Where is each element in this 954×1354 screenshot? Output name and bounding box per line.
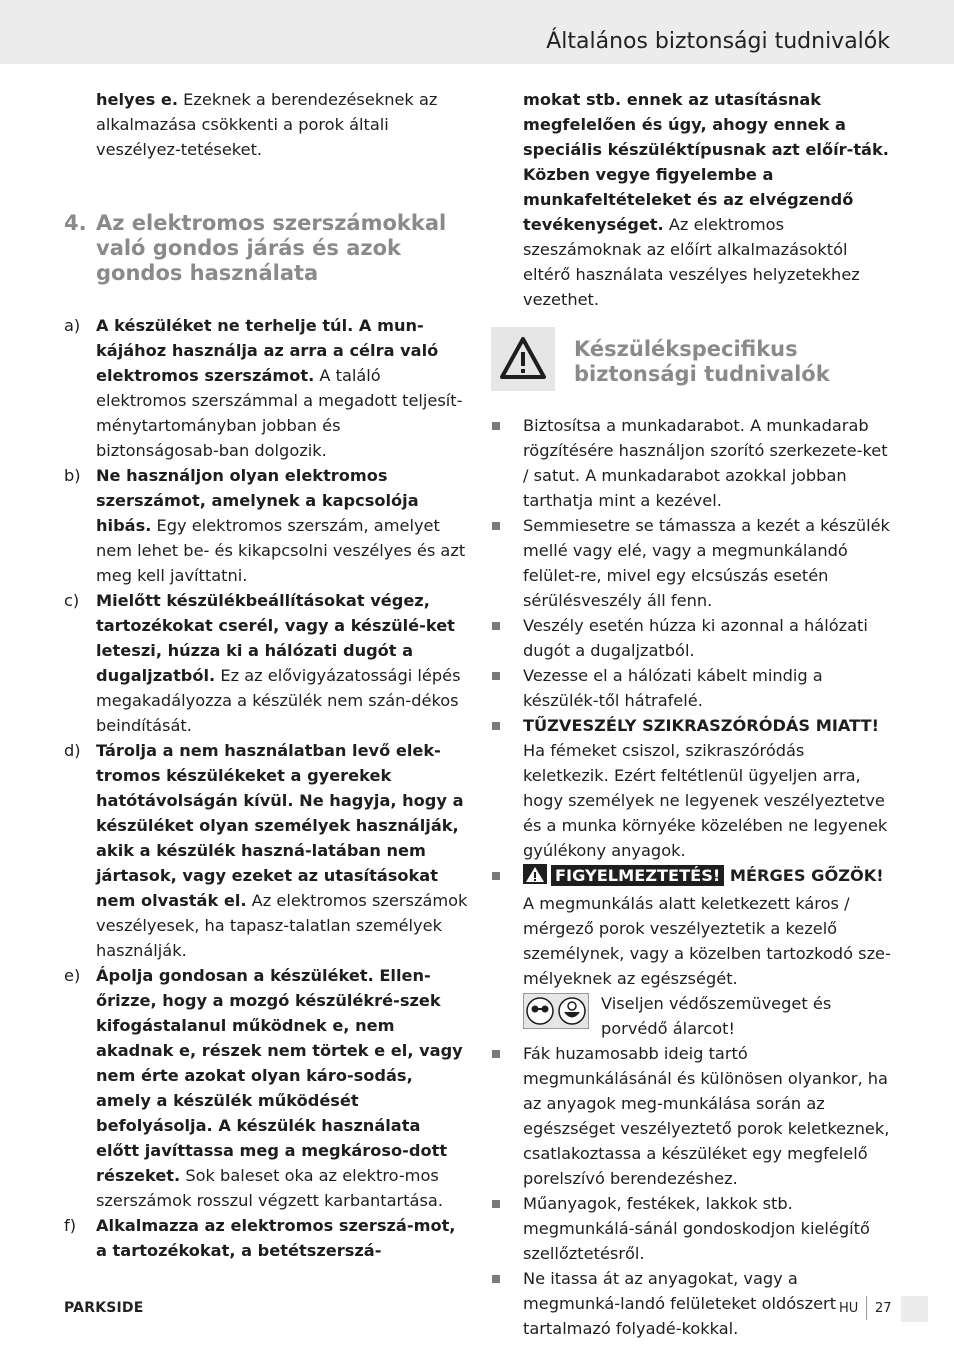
bullet-text: Semmiesetre se támassza a kezét a készülék mellé vagy elé, vagy a megmunkálandó felület-re, mivel egy elcsúszás esetén sérülésveszély áll fenn. xyxy=(523,516,890,610)
item-bold: Ne használjon olyan elektromos szerszámot, amelynek a kapcsolója hibás. xyxy=(96,466,419,535)
list-item xyxy=(523,613,893,663)
ppe-text: Viseljen védőszemüveget és porvédő álarcot! xyxy=(601,994,832,1038)
list-item xyxy=(64,963,468,1213)
warning-triangle-icon xyxy=(491,327,555,391)
item-text: Ez az elővigyázatossági lépés megakadályozza a készülék nem szán-dékos beindítását. xyxy=(96,666,461,735)
bullet-icon xyxy=(492,872,500,880)
item-bold: Ápolja gondosan a készüléket. Ellen-őrizze, hogy a mozgó készülékré-szek kifogástalanul működnek e, nem akadnak e, részek nem törtek e el, vagy nem érte azokat olyan káro-sodás, amely a készülék működését befolyásolja. A készülék használata előtt javíttassa meg a megkároso-dott részeket. xyxy=(96,966,463,1185)
item-text: Egy elektromos szerszám, amelyet nem lehet be- és kikapcsolni veszélyes és azt meg kell javíttatni. xyxy=(96,516,466,585)
bullet-text: Ne itassa át az anyagokat, vagy a megmunká-landó felületeket oldószert tartalmazó folyadé-kokkal. xyxy=(523,1269,837,1338)
item-marker: b) xyxy=(64,466,81,485)
ppe-row xyxy=(523,991,893,1041)
bullet-icon xyxy=(492,722,500,730)
goggles-mask-icon xyxy=(523,993,589,1029)
section-number: 4. xyxy=(64,211,87,235)
bullet-text: Veszély esetén húzza ki azonnal a hálózati dugót a dugaljzatból. xyxy=(523,616,868,660)
item-marker: d) xyxy=(64,741,81,760)
bullet-bold: TŰZVESZÉLY SZIKRASZÓRÓDÁS MIATT! xyxy=(523,716,879,735)
bullet-icon xyxy=(492,1200,500,1208)
list-item xyxy=(64,313,468,463)
bullet-text: Biztosítsa a munkadarabot. A munkadarab rögzítésére használjon szorító szerkezete-ket / satut. A munkadarabot azokkal jobban tarthatja mint a kezével. xyxy=(523,416,888,510)
item-list xyxy=(64,313,468,1263)
list-item xyxy=(523,663,893,713)
item-text: Sok baleset oka az elektro-mos szerszámok rosszul végzett karbantartása. xyxy=(96,1166,443,1210)
list-item xyxy=(523,513,893,613)
language-code: HU xyxy=(839,1301,859,1316)
list-item xyxy=(64,588,468,738)
specific-safety-heading: Készülékspecifikus biztonsági tudnivalók xyxy=(574,337,830,386)
intro-paragraph xyxy=(96,87,468,162)
bullet-icon xyxy=(492,422,500,430)
bullet-text: Műanyagok, festékek, lakkok stb. megmunkálá-sánál gondoskodjon kielégítő szellőztetésről. xyxy=(523,1194,870,1263)
brand-logo: PARKSIDE xyxy=(64,1300,144,1316)
item-marker: a) xyxy=(64,316,81,335)
section-title: Az elektromos szerszámokkal való gondos járás és azok gondos használata xyxy=(96,211,447,285)
continued-bold: mokat stb. ennek az utasításnak megfelelően és úgy, ahogy ennek a speciális készüléktípusnak azt előír-ták. Közben vegye figyelembe a munkafeltételeket és az elvégzendő tevékenységet. xyxy=(523,90,889,234)
bullet-icon xyxy=(492,1275,500,1283)
continued-text: Az elektromos szeszámoknak az előírt alkalmazásoktól eltérő használata veszélyes helyzetekhez vezethet. xyxy=(523,215,860,309)
left-column xyxy=(96,87,468,162)
list-item xyxy=(523,713,893,863)
item-text: A találó elektromos szerszámmal a megadott teljesít-ménytartományban jobban és biztonságosab-ban dolgozik. xyxy=(96,366,463,460)
list-item xyxy=(64,463,468,588)
list-item xyxy=(523,1191,893,1266)
bullet-text: Fák huzamosabb ideig tartó megmunkálásánál és különösen olyankor, ha az anyagok meg-munkálása során az egészséget veszélyeztető porok keletkeznek, csatlakoztassa a készüléket egy megfelelő porelszívó berendezéshez. xyxy=(523,1044,890,1188)
section-heading xyxy=(64,211,468,286)
item-bold: Tárolja a nem használatban levő elek-tromos készülékeket a gyerekek hatótávolságán kívül. Ne hagyja, hogy a készüléket olyan személyek használják, akik a készülék haszná-latában nem jártasok, vagy ezeket az utasításokat nem olvasták el. xyxy=(96,741,464,910)
intro-text: Ezeknek a berendezéseknek az alkalmazása csökkenti a porok általi veszélyez-tetéseket. xyxy=(96,90,438,159)
list-item xyxy=(64,1213,468,1263)
right-column-top xyxy=(523,87,893,312)
item-bold: Mielőtt készülékbeállításokat végez, tartozékokat cserél, vagy a készülé-ket leteszi, húzza ki a hálózati dugót a dugaljzatból. xyxy=(96,591,455,685)
item-marker: e) xyxy=(64,966,81,985)
list-item xyxy=(64,738,468,963)
warning-text: A megmunkálás alatt keletkezett káros / mérgező porok veszélyeztetik a kezelő személynek, vagy a közelben tartozkodó sze-mélyeknek az egészségét. xyxy=(523,894,891,988)
warning-label: FIGYELMEZTETÉS! xyxy=(551,865,724,886)
item-text: Az elektromos szerszámok veszélyesek, ha tapasz-talatlan személyek használják. xyxy=(96,891,468,960)
footer-box xyxy=(901,1296,928,1322)
item-marker: f) xyxy=(64,1216,77,1235)
list-item xyxy=(523,1266,893,1341)
warning-small-icon xyxy=(523,864,547,891)
bullet-icon xyxy=(492,522,500,530)
footer-divider xyxy=(866,1296,867,1320)
item-bold: A készüléket ne terhelje túl. A mun-kájához használja az arra a célra való elektromos szerszámot. xyxy=(96,316,439,385)
list-item xyxy=(523,1041,893,1191)
bullet-text: Vezesse el a hálózati kábelt mindig a készülék-től hátrafelé. xyxy=(523,666,823,710)
warning-item xyxy=(523,863,893,991)
bullet-icon xyxy=(492,672,500,680)
bullet-icon xyxy=(492,1050,500,1058)
page-title: Általános biztonsági tudnivalók xyxy=(546,29,890,54)
list-item xyxy=(523,413,893,513)
bullet-text: Ha fémeket csiszol, szikraszóródás keletkezik. Ezért feltétlenül ügyeljen arra, hogy személyek ne legyenek veszélyeztetve és a munka környéke közelében ne legyenek gyúlékony anyagok. xyxy=(523,741,888,860)
bullet-list xyxy=(523,413,893,1341)
item-marker: c) xyxy=(64,591,80,610)
item-bold: Alkalmazza az elektromos szerszá-mot, a tartozékokat, a betétszerszá- xyxy=(96,1216,456,1260)
continued-paragraph xyxy=(523,87,893,312)
warning-bold: MÉRGES GŐZÖK! xyxy=(724,866,884,885)
bullet-icon xyxy=(492,622,500,630)
page-number: 27 xyxy=(875,1301,892,1316)
intro-bold: helyes e. xyxy=(96,90,178,109)
